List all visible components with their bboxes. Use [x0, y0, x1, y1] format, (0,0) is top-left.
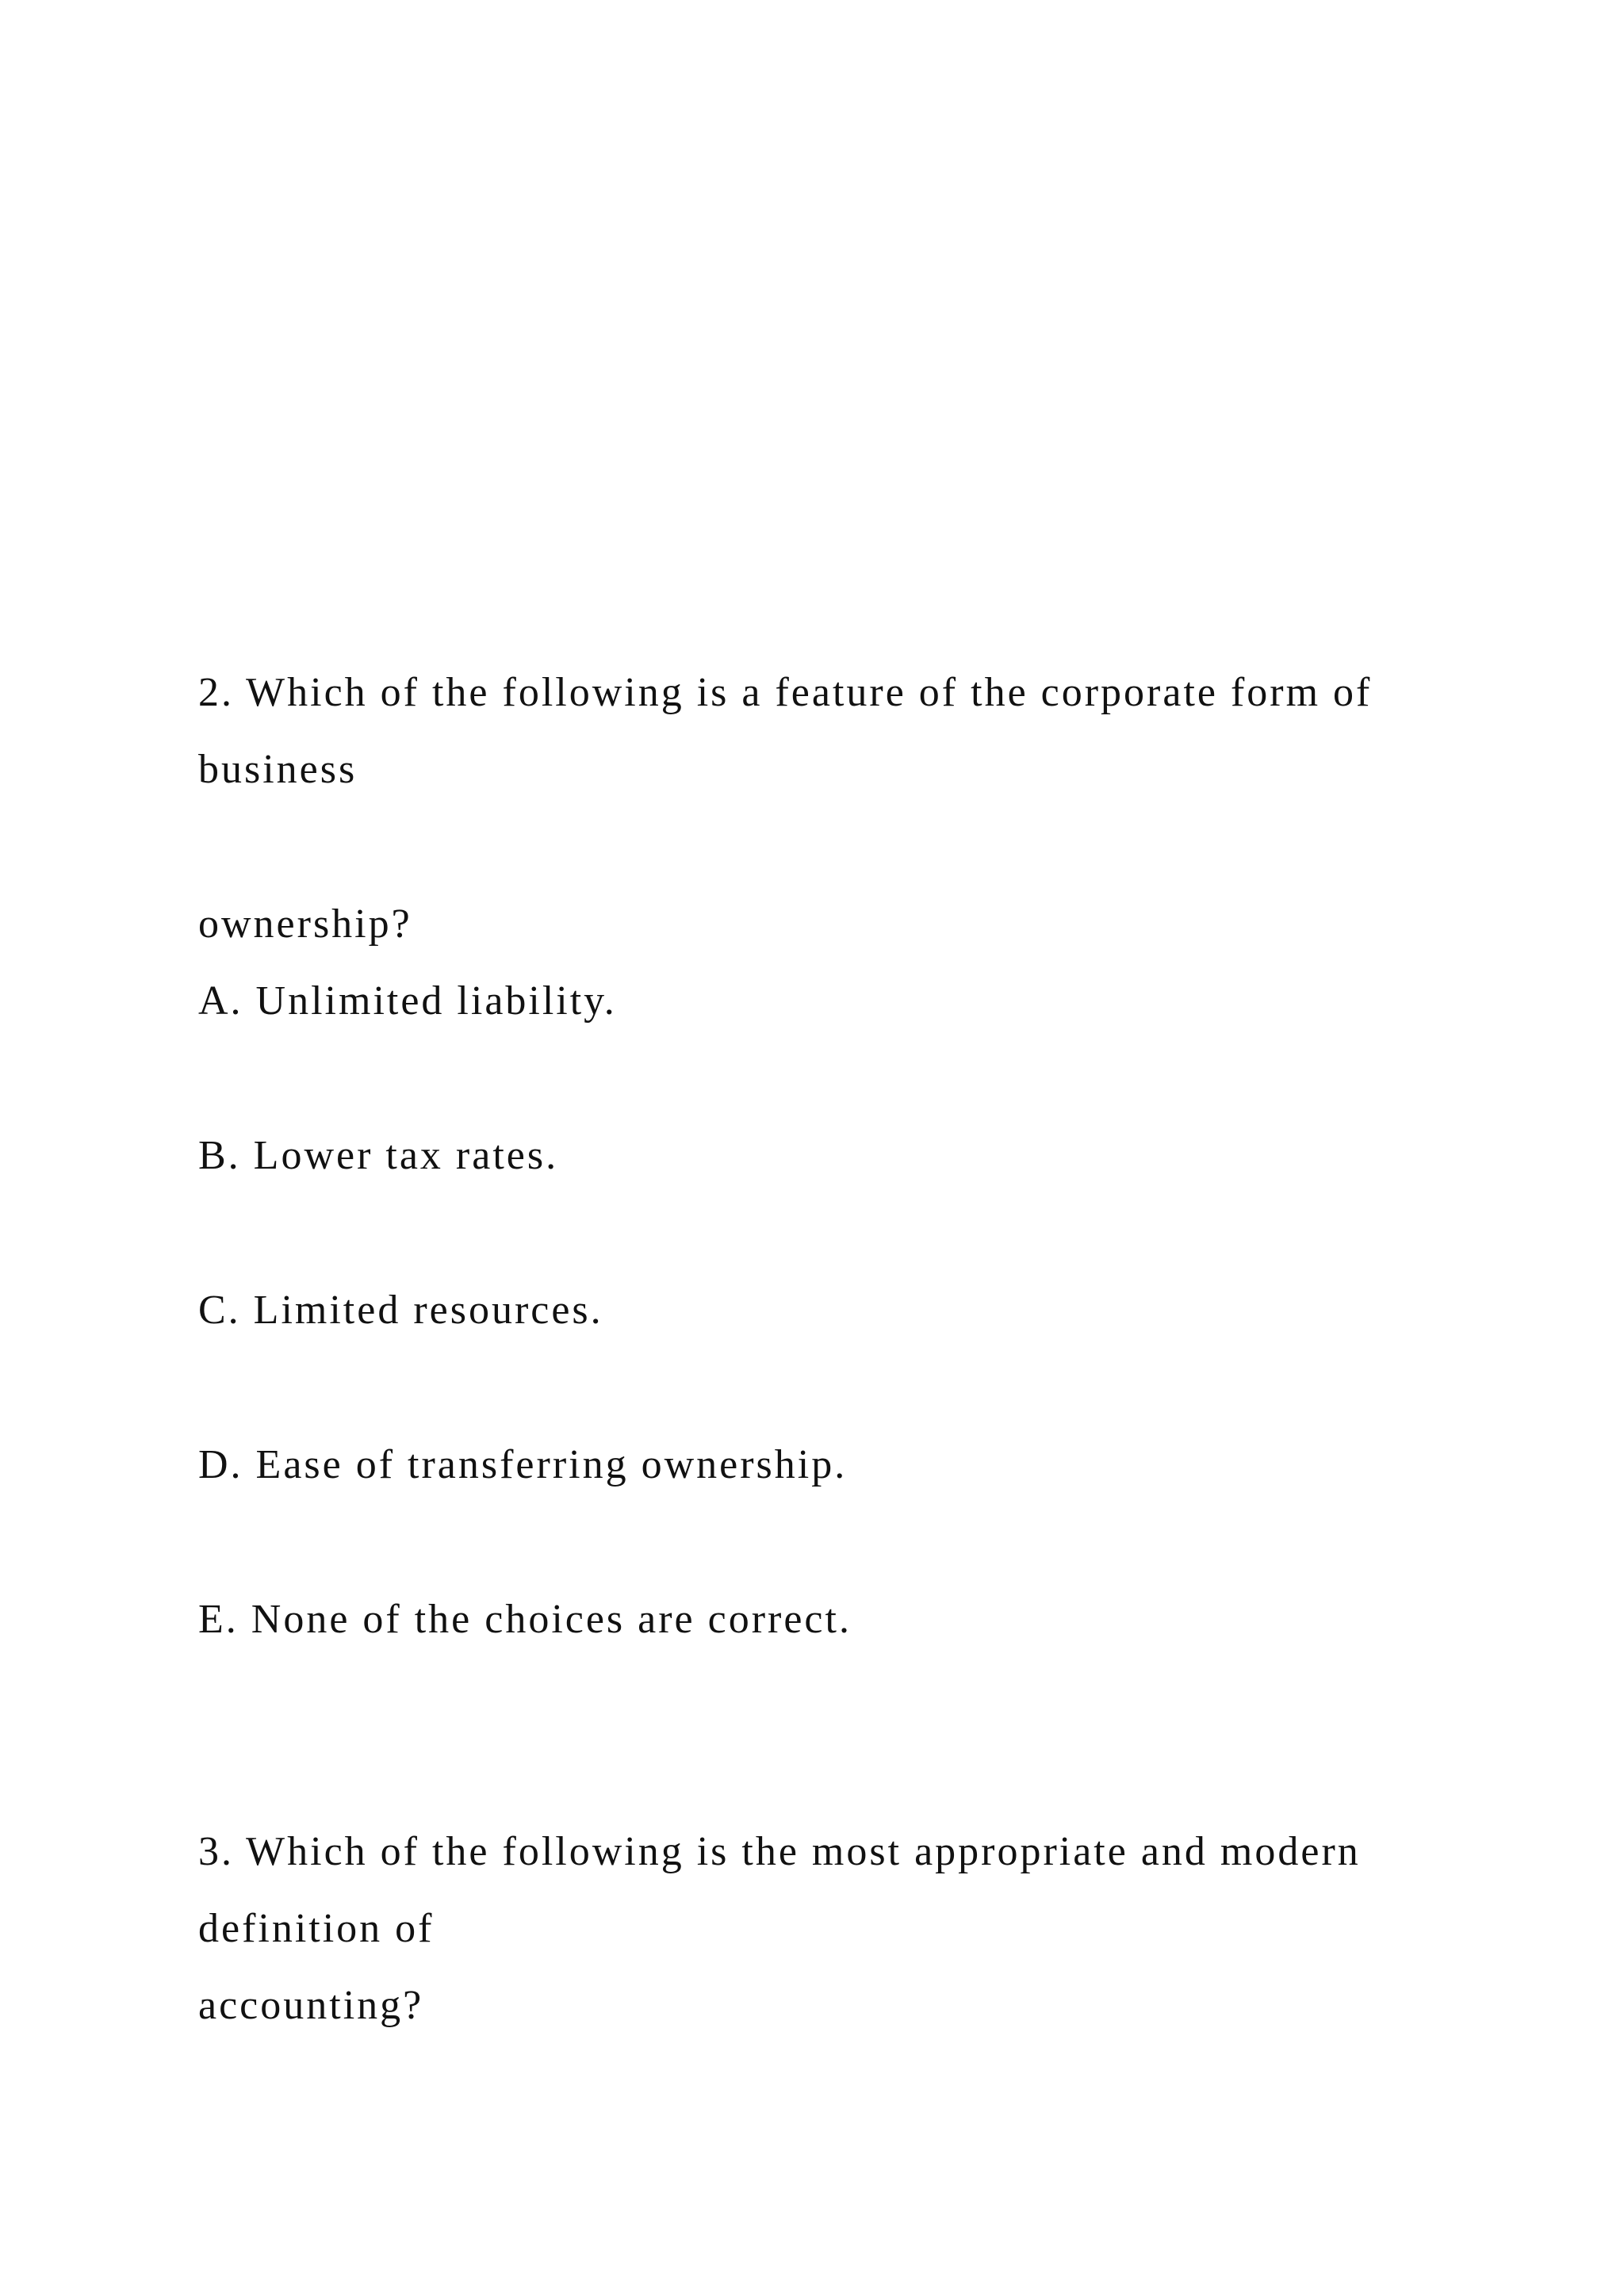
question-3-text-line-1: 3. Which of the following is the most appropriate and modern — [198, 1829, 1361, 1874]
question-2-option-e: E. None of the choices are correct. — [198, 1597, 852, 1642]
question-2-option-c: C. Limited resources. — [198, 1288, 603, 1333]
question-2-text-line-3: ownership? — [198, 901, 412, 947]
question-3-text-line-3: accounting? — [198, 1983, 424, 2028]
question-2-option-b: B. Lower tax rates. — [198, 1133, 559, 1178]
question-2-option-d: D. Ease of transferring ownership. — [198, 1442, 848, 1487]
question-3-text-line-2: definition of — [198, 1906, 435, 1951]
question-2-text-line-2: business — [198, 747, 358, 792]
question-2-text-line-1: 2. Which of the following is a feature of the corporate form of — [198, 670, 1373, 715]
question-2-option-a: A. Unlimited liability. — [198, 978, 617, 1024]
